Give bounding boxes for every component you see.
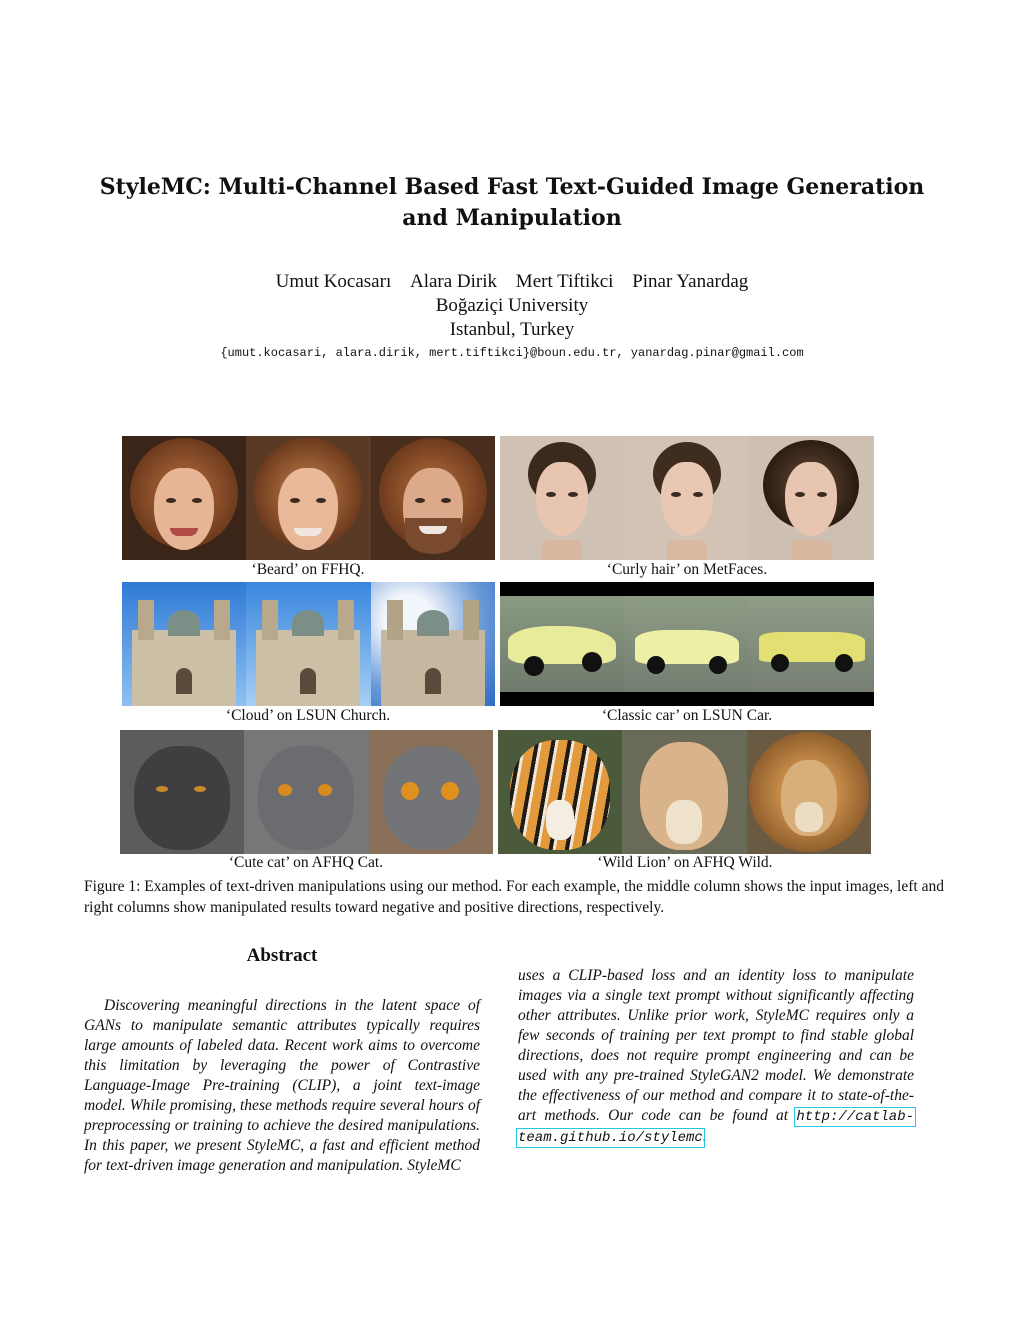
face-image-3: [371, 436, 495, 560]
church-image-3: [371, 582, 495, 706]
author-4: Pinar Yanardag: [632, 271, 749, 292]
caption-cloud: ‘Cloud’ on LSUN Church.: [225, 707, 391, 724]
author-2: Alara Dirik: [409, 271, 498, 292]
figure-panel-cat: [120, 730, 493, 854]
portrait-image-3: [749, 436, 874, 560]
abstract-trailing: .: [702, 1128, 707, 1145]
lioness-image: [622, 730, 746, 854]
author-emails: {umut.kocasari, alara.dirik, mert.tiftikci}@boun.edu.tr, yanardag.pinar@gmail.com: [220, 346, 804, 360]
lion-image: [747, 730, 871, 854]
portrait-image-2: [625, 436, 750, 560]
caption-beard: ‘Beard’ on FFHQ.: [251, 561, 365, 578]
cat-image-1: [120, 730, 244, 854]
code-link[interactable]: http://catlab-team.github.io/stylemc: [518, 1109, 915, 1146]
face-image-2: [246, 436, 370, 560]
abstract-right-column: [518, 966, 914, 1148]
figure-caption: Figure 1: Examples of text-driven manipulations using our method. For each example, the middle column shows the input images, left and right columns show manipulated results toward negative and positive directions, respectively.: [84, 878, 944, 916]
caption-wild-lion: ‘Wild Lion’ on AFHQ Wild.: [597, 854, 773, 871]
car-image-3: [749, 582, 874, 706]
abstract-heading: Abstract: [246, 945, 318, 966]
location: Istanbul, Turkey: [449, 319, 575, 340]
author-1: Umut Kocasarı: [275, 271, 392, 292]
cat-image-2: [244, 730, 368, 854]
author-block: [0, 270, 1024, 342]
figure-panel-car: [500, 582, 874, 706]
abstract-left-column: Discovering meaningful directions in the latent space of GANs to manipulate semantic attributes typically requires large amounts of labeled data. Recent work aims to overcome this limitation by leveraging the power of Contrastive Language-Image Pre-training (CLIP), a joint text-image model. While promising, these methods require several hours of preprocessing or training to achieve the desired manipulations. In this paper, we present StyleMC, a fast and efficient method for text-driven image generation and manipulation. StyleMC: [84, 997, 480, 1174]
car-image-2: [625, 582, 750, 706]
author-3: Mert Tiftikci: [515, 271, 614, 292]
affiliation: Boğaziçi University: [435, 295, 589, 316]
church-image-1: [122, 582, 246, 706]
portrait-image-1: [500, 436, 625, 560]
caption-cute-cat: ‘Cute cat’ on AFHQ Cat.: [228, 854, 384, 871]
church-image-2: [246, 582, 370, 706]
caption-curly-hair: ‘Curly hair’ on MetFaces.: [606, 561, 768, 578]
caption-classic-car: ‘Classic car’ on LSUN Car.: [601, 707, 773, 724]
figure-panel-church: [122, 582, 495, 706]
figure-panel-wild: [498, 730, 871, 854]
car-image-1: [500, 582, 625, 706]
cat-image-3: [369, 730, 493, 854]
face-image-1: [122, 436, 246, 560]
paper-title: [60, 172, 964, 234]
author-names: [0, 270, 1024, 294]
tiger-image: [498, 730, 622, 854]
title-line-1: StyleMC: Multi-Channel Based Fast Text-Guided Image Generation: [99, 174, 925, 200]
title-line-2: and Manipulation: [402, 205, 622, 231]
figure-panel-metfaces: [500, 436, 874, 560]
figure-panel-ffhq: [122, 436, 495, 560]
abstract-right-text: uses a CLIP-based loss and an identity loss to manipulate images via a single text prompt without significantly affecting other attributes. Unlike prior work, StyleMC requires only a few seconds of training per text prompt to find stable global directions, does not require prompt engineering and can be used with any pre-trained StyleGAN2 model. We demonstrate the effectiveness of our method and compare it to state-of-the-art methods. Our code can be found at: [518, 967, 914, 1124]
